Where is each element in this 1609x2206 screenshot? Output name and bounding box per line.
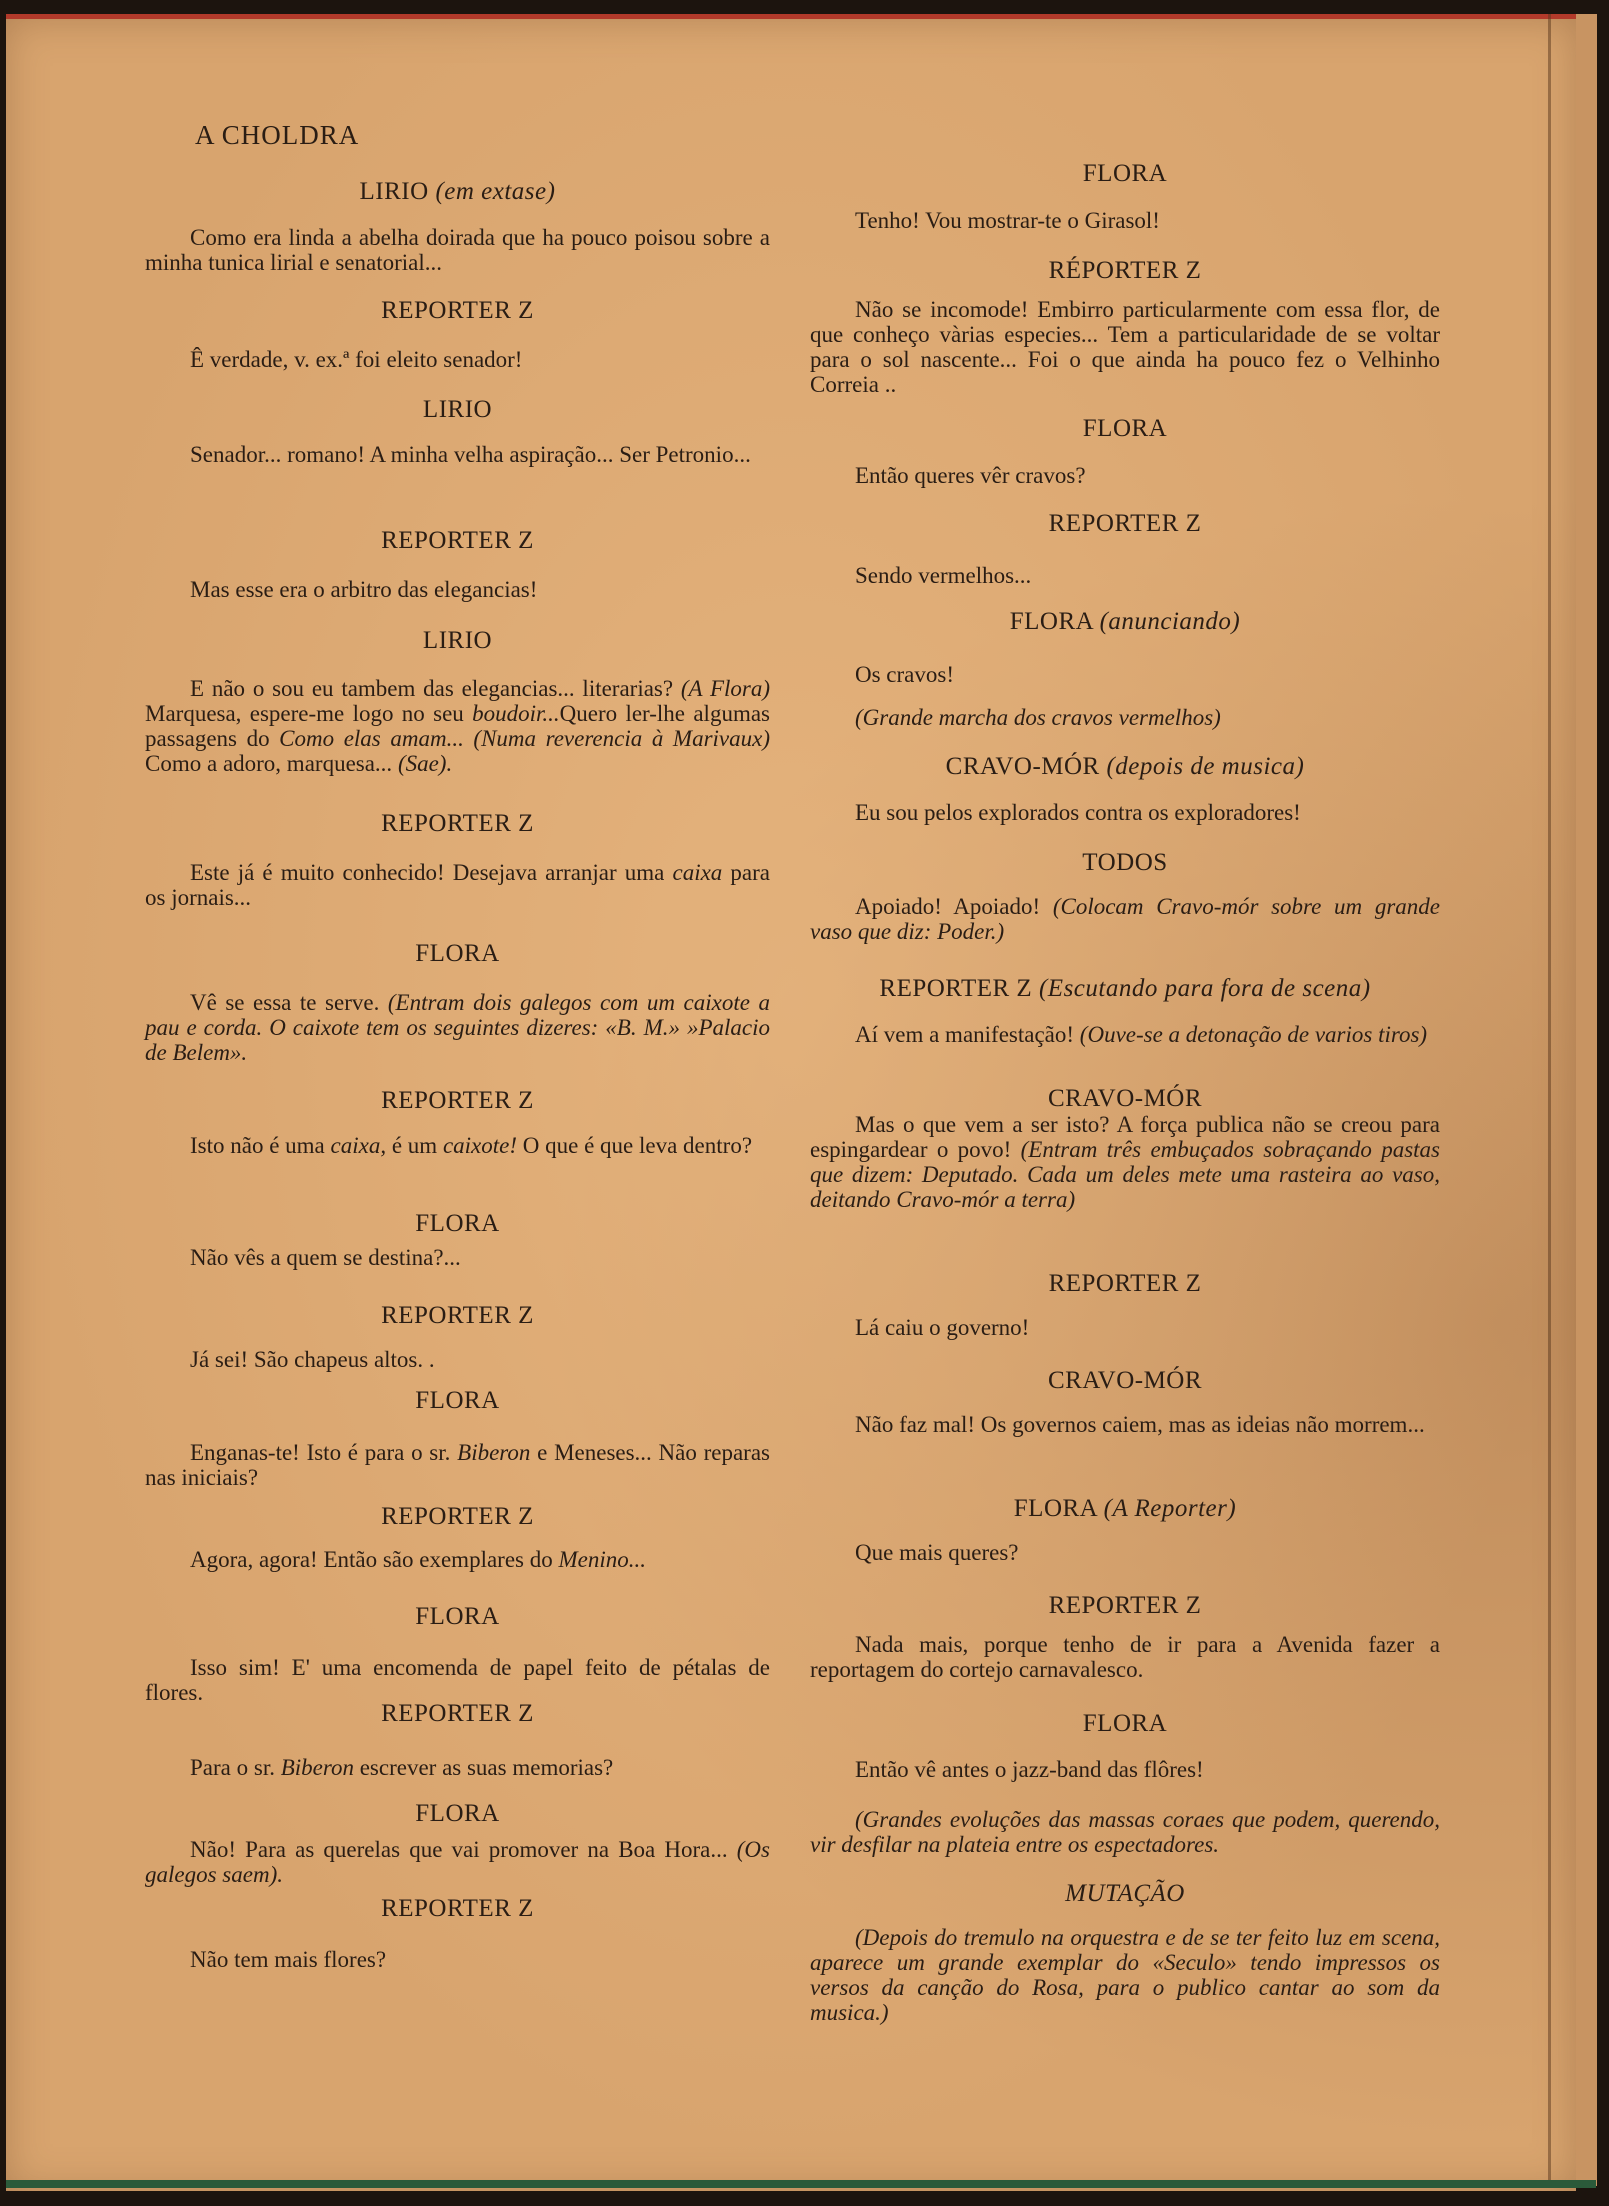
italic-text: (Entram dois galegos com um caixote a pau e corda. O caixote tem os seguintes dizeres: «B. M.» »Palacio de Belem». [145, 990, 770, 1065]
speaker-heading [810, 753, 1440, 781]
dialogue-text: é um [386, 1133, 443, 1158]
dialogue-text: Agora, agora! Então são exemplares do [190, 1547, 559, 1572]
speaker-heading [145, 940, 770, 968]
speaker-heading [145, 627, 770, 655]
speaker-heading [145, 1387, 770, 1415]
italic-text: (A Flora) [680, 676, 770, 701]
dialogue-line [145, 1547, 770, 1572]
speaker-name: REPORTER Z [381, 1302, 534, 1329]
italic-text: Menino... [558, 1547, 647, 1572]
dialogue-line [145, 676, 770, 776]
stage-direction-line: (Depois do tremulo na orquestra e de se ter feito luz em scena, aparece um grande exemplar do «Seculo» tendo impressos os versos da canção do Rosa, para o publico cantar ao som da musica.) [810, 1925, 1440, 2025]
speaker-name: REPORTER Z [381, 527, 534, 554]
speaker-name: LIRIO [422, 627, 493, 654]
italic-text: (Colocam Cravo-mór sobre um grande vaso que diz: Poder.) [810, 894, 1440, 944]
speaker-name: FLORA [415, 1603, 500, 1630]
speaker-heading [145, 810, 770, 838]
speaker-name: REPORTER Z [381, 1700, 534, 1727]
speaker-name: REPORTER Z [381, 810, 534, 837]
italic-text: Biberon [457, 1440, 531, 1465]
speaker-name: REPORTER Z [381, 297, 534, 324]
dialogue-text: Para o sr. [190, 1755, 281, 1780]
speaker-name: FLORA [1013, 1495, 1097, 1522]
speaker-name: FLORA [1082, 160, 1168, 187]
dialogue-line [145, 1440, 770, 1490]
dialogue-line: Lá caiu o governo! [855, 1315, 1030, 1340]
dialogue-line: Não se incomode! Embirro particularmente com essa flor, de que conheço vàrias especies... Tem a particularidade de se voltar para o sol nascente... Foi o que ainda ha pouco fez o Velhinho Correia .. [810, 297, 1440, 397]
dialogue-line: Mas esse era o arbitro das elegancias! [190, 577, 538, 602]
dialogue-text: Marquesa, espere-me logo no seu [145, 701, 473, 726]
dialogue-line: Nada mais, porque tenho de ir para a Avenida fazer a reportagem do cortejo carnavalesco. [810, 1632, 1440, 1682]
dialogue-text: Este já é muito conhecido! Desejava arranjar uma [190, 860, 673, 885]
dialogue-line: Eu sou pelos explorados contra os exploradores! [855, 800, 1301, 825]
dialogue-line: Não faz mal! Os governos caiem, mas as ideias não morrem... [855, 1412, 1425, 1437]
dialogue-text: para os jornais... [145, 860, 770, 910]
italic-text: Biberon [280, 1755, 354, 1780]
speaker-heading [145, 527, 770, 555]
dialogue-line: Não vês a quem se destina?... [190, 1245, 461, 1270]
speaker-heading [810, 1085, 1440, 1113]
dialogue-text: Vê se essa te serve. [190, 990, 388, 1015]
bottom-binding-edge [6, 2180, 1596, 2188]
scene-change-heading: MUTAÇÃO [1065, 1880, 1185, 1907]
speaker-name: REPORTER Z [381, 1895, 534, 1922]
italic-text: caixote! [442, 1133, 518, 1158]
dialogue-text: E não o sou eu tambem das elegancias... literarias? [190, 676, 681, 701]
dialogue-line [145, 990, 770, 1065]
dialogue-text: escrever as suas memorias? [353, 1755, 614, 1780]
dialogue-text: Como a adoro, marquesa... [145, 751, 398, 776]
speaker-heading [810, 849, 1440, 877]
speaker-heading [810, 510, 1440, 538]
italic-text: (Ouve-se a detonação de varios tiros) [1079, 1022, 1428, 1047]
page-gutter [1548, 14, 1551, 2186]
dialogue-line [145, 860, 770, 910]
italic-text: caixa, [330, 1133, 387, 1158]
italic-text: boudoir... [472, 701, 560, 726]
stage-direction: (depois de musica) [1106, 753, 1305, 780]
dialogue-line [145, 1133, 770, 1158]
dialogue-line: Então vê antes o jazz-band das flôres! [855, 1757, 1204, 1782]
speaker-name: REPORTER Z [1048, 1270, 1202, 1297]
speaker-heading [145, 297, 770, 325]
speaker-heading [145, 1700, 770, 1728]
speaker-heading [145, 396, 770, 424]
dialogue-line: Não tem mais flores? [190, 1947, 387, 1972]
speaker-heading [145, 1503, 770, 1531]
dialogue-text: e Meneses... Não reparas nas iniciais? [145, 1440, 770, 1490]
speaker-name: FLORA [1009, 608, 1093, 635]
dialogue-line [145, 1755, 770, 1780]
speaker-name: LIRIO [422, 396, 493, 423]
speaker-heading [145, 1302, 770, 1330]
italic-text: Como elas amam... (Numa reverencia à Marivaux) [279, 726, 770, 751]
speaker-name: FLORA [415, 1800, 500, 1827]
speaker-heading [810, 975, 1440, 1003]
speaker-name: REPORTER Z [381, 1087, 534, 1114]
speaker-heading [810, 1367, 1440, 1395]
dialogue-line: Ê verdade, v. ex.ª foi eleito senador! [190, 347, 523, 372]
stage-direction: (Escutando para fora de scena) [1038, 975, 1371, 1002]
speaker-heading [810, 257, 1440, 285]
speaker-name: FLORA [415, 1210, 500, 1237]
dialogue-line: Isso sim! E' uma encomenda de papel feito de pétalas de flores. [145, 1655, 770, 1705]
speaker-name: REPORTER Z [1048, 1592, 1202, 1619]
speaker-heading [810, 608, 1440, 636]
speaker-heading [810, 1270, 1440, 1298]
speaker-name: REPORTER Z [1048, 510, 1202, 537]
speaker-name: CRAVO-MÓR [1047, 1085, 1203, 1112]
stage-direction: (A Reporter) [1103, 1495, 1237, 1522]
dialogue-text: Apoiado! Apoiado! [855, 894, 1053, 919]
speaker-heading [145, 1210, 770, 1238]
stage-direction-line: (Grandes evoluções das massas coraes que podem, querendo, vir desfilar na plateia entre os espectadores. [810, 1807, 1440, 1857]
stage-direction-line: (Grande marcha dos cravos vermelhos) [855, 705, 1221, 730]
speaker-name: LIRIO [359, 178, 429, 205]
speaker-heading [145, 178, 770, 206]
speaker-name: TODOS [1082, 849, 1168, 876]
dialogue-text: Enganas-te! Isto é para o sr. [190, 1440, 458, 1465]
dialogue-line: Como era linda a abelha doirada que ha pouco poisou sobre a minha tunica lirial e senatorial... [145, 225, 770, 275]
speaker-heading [145, 1895, 770, 1923]
dialogue-text: Aí vem a manifestação! [855, 1022, 1080, 1047]
speaker-heading [810, 415, 1440, 443]
dialogue-line: Os cravos! [855, 662, 954, 687]
speaker-heading [145, 1800, 770, 1828]
stage-direction: (anunciando) [1099, 608, 1241, 635]
speaker-name: CRAVO-MÓR [945, 753, 1100, 780]
speaker-name: REPORTER Z [381, 1503, 534, 1530]
dialogue-line [810, 1022, 1440, 1047]
dialogue-text: Quero ler-lhe algumas passagens do [145, 701, 770, 751]
dialogue-line: Já sei! São chapeus altos. . [190, 1347, 435, 1372]
speaker-name: FLORA [1082, 1710, 1168, 1737]
speaker-name: REPORTER Z [879, 975, 1033, 1002]
speaker-heading [810, 1495, 1440, 1523]
speaker-heading [810, 160, 1440, 188]
dialogue-line [810, 1112, 1440, 1212]
speaker-heading [810, 1592, 1440, 1620]
italic-text: (Os galegos saem). [145, 1837, 770, 1887]
italic-text: (Entram três embuçados sobraçando pastas que dizem: Deputado. Cada um deles mete uma rasteira ao vaso, deitando Cravo-mór a terra) [810, 1137, 1440, 1212]
dialogue-line: Tenho! Vou mostrar-te o Girasol! [855, 208, 1160, 233]
running-head: A CHOLDRA [195, 120, 360, 150]
speaker-name: FLORA [1082, 415, 1168, 442]
speaker-name: RÉPORTER Z [1048, 257, 1202, 284]
dialogue-text: Não! Para as querelas que vai promover na Boa Hora... [190, 1837, 737, 1862]
dialogue-line: Então queres vêr cravos? [855, 463, 1086, 488]
speaker-name: FLORA [415, 1387, 500, 1414]
dialogue-text: Isto não é uma [190, 1133, 331, 1158]
stage-direction: (em extase) [435, 178, 556, 205]
italic-text: caixa [672, 860, 723, 885]
dialogue-line [145, 1837, 770, 1887]
dialogue-line: Que mais queres? [855, 1540, 1019, 1565]
speaker-heading [145, 1603, 770, 1631]
italic-text: (Sae). [397, 751, 453, 776]
dialogue-line [810, 894, 1440, 944]
speaker-heading [145, 1087, 770, 1115]
dialogue-line: Sendo vermelhos... [855, 563, 1032, 588]
dialogue-text: Mas o que vem a ser isto? A força publica não se creou para espingardear o povo! [810, 1112, 1440, 1162]
speaker-name: FLORA [415, 940, 500, 967]
speaker-heading [810, 1710, 1440, 1738]
dialogue-text: O que é que leva dentro? [517, 1133, 753, 1158]
dialogue-line: Senador... romano! A minha velha aspiração... Ser Petronio... [190, 442, 751, 467]
speaker-name: CRAVO-MÓR [1047, 1367, 1203, 1394]
